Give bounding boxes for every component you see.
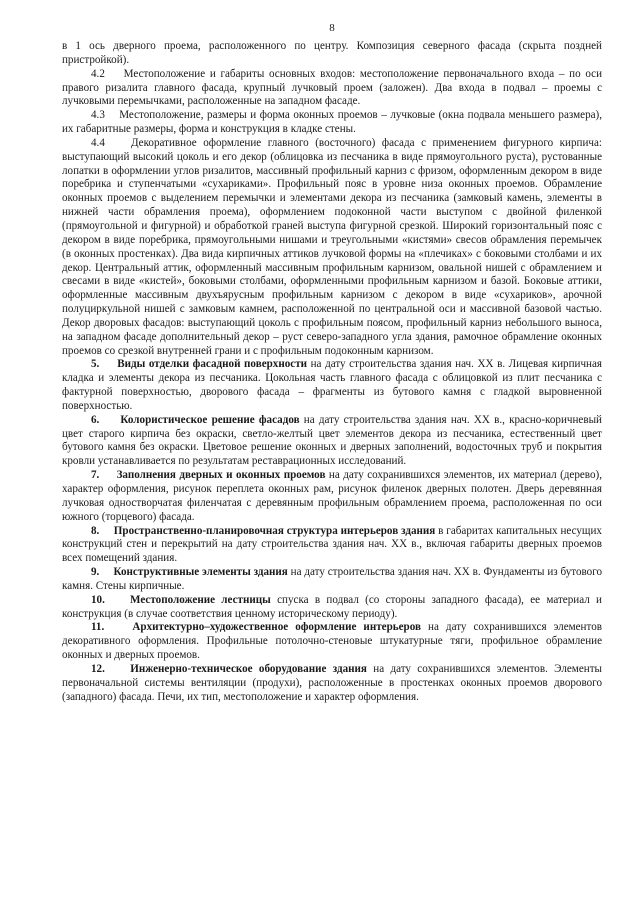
item-text: на дату строительства здания нач. XX в. Фундаменты из бутового камня. Стены кирпичные. (62, 566, 603, 592)
item-heading: Местоположение лестницы (130, 593, 271, 606)
item-text: спуска в подвал (со стороны западного фасада), ее материал и конструкция (в случае соответствия ценному историческому периоду). (62, 593, 602, 620)
paragraph-continuation: в 1 ось дверного проема, расположенного по центру. Композиция северного фасада (скрыта поздней пристройкой). (62, 40, 602, 66)
paragraph-8 (62, 525, 602, 567)
item-number: 11. (91, 621, 105, 634)
item-text: на дату сохранившихся элементов. Элементы первоначальной системы вентиляции (продухи), расположенные в простенках оконных проемов дворового (западного) фасада. Печи, их тип, местоположение и характер оформления. (62, 662, 602, 703)
item-text: Местоположение и габариты основных входов: местоположение первоначального входа – по оси правого ризалита главного фасада, крупный лучковый проем (заложен). Два входа в подвал – проемы с лучковыми перемычками, расположенные на западном фасаде. (62, 67, 603, 108)
item-text: на дату сохранившихся элементов декоративного оформления. Профильные потолочно-стеновые штукатурные тяги, профильное обрамление оконных и дверных проемов. (62, 621, 602, 662)
item-heading: Виды отделки фасадной поверхности (117, 358, 308, 371)
item-text: на дату сохранившихся элементов, их материал (дерево), характер оформления, рисунок переплета оконных рам, рисунок филенок дверных полотен. Дверь деревянная лучковая одностворчатая филенчатая с деревянным профильным обрамлением проема, расположенная по оси южного (торцевого) фасада. (62, 469, 602, 523)
item-text: в габаритах капитальных несущих конструкций стен и перекрытий на дату строительства здания нач. XX в., включая габариты дверных проемов всех помещений здания. (62, 524, 602, 565)
item-text: Местоположение, размеры и форма оконных проемов – лучковые (окна подвала меньшего размера), их габаритные размеры, форма и конструкция в кладке стены. (62, 109, 603, 136)
item-number: 4.3 (91, 109, 105, 122)
item-number: 6. (91, 413, 100, 426)
paragraph-7 (62, 469, 602, 524)
item-number: 5. (91, 358, 100, 371)
item-number: 7. (91, 469, 100, 482)
item-heading: Колористическое решение фасадов (120, 413, 300, 426)
item-text: на дату строительства здания нач. XX в. Лицевая кирпичная кладка и элементы декора из песчаника. Цокольная часть главного фасада с облицовкой из плит песчаника с фактурной поверхностью, дворового фасада – фрагменты из бутового камня с гладкой выровненной поверхностью. (62, 358, 602, 412)
item-number: 4.2 (91, 67, 105, 80)
item-text: Декоративное оформление главного (восточного) фасада с применением фигурного кирпича: выступающий высокий цоколь и его декор (облицовка из песчаника в виде прямоугольного руста), рустованные лопатки в оформлении углов ризалитов, массивный профильный карниз с фризом, оформленным декором в виде поребрика и ступенчатыми «сухариками». Профильный пояс в уровне низа оконных проемов. Обрамление оконных проемов с выделением перемычки и элементами декора из песчаника (замковый камень, элементы в нижней части обрамления проема), оформлением подоконной части выступом с двойной филенкой (прямоугольной и фигурной) и обработкой граней выступа фигурной срезкой. Широкий горизонтальный пояс с декором в виде поребрика, прямоугольными нишами и треугольными «кистями» свесов обрамления перемычек (в оконных простенках). Два вида кирпичных аттиков лучковой формы на «плечиках» с боковыми столбами и их декор. Центральный аттик, оформленный массивным профильным карнизом, овальной нишей с обрамлением и свесами в виде «кистей», боковыми столбами, оформленными профильным карнизом и базой. Боковые аттики, оформленные массивным двухъярусным профильным карнизом с декором в виде «сухариков», арочной полуциркульной нишей с замковым камнем, расположенной по центральной оси и массивной базовой частью. Декор дворовых фасадов: выступающий цоколь с профильным поясом, профильный карниз небольшого выноса, на западном фасаде дополнительный декор – руст северо-западного угла здания, рамочное обрамление оконных проемов со срезкой внутренней грани и с профильным подоконным карнизом. (62, 136, 603, 357)
item-number: 10. (91, 593, 105, 606)
paragraph-4-4 (62, 137, 602, 359)
item-number: 4.4 (91, 136, 105, 149)
item-number: 12. (91, 662, 105, 675)
item-number: 9. (91, 566, 100, 579)
item-heading: Инженерно-техническое оборудование здания (130, 662, 367, 675)
item-heading: Архитектурно–художественное оформление интерьеров (132, 621, 421, 634)
paragraph-6 (62, 414, 602, 469)
paragraph-5 (62, 358, 602, 413)
item-heading: Заполнения дверных и оконных проемов (116, 469, 326, 482)
item-text: на дату строительства здания нач. XX в., красно-коричневый цвет старого кирпича без окраски, светло-желтый цвет элементов декора из песчаника, естественный цвет бутового камня без окраски. Цветовое решение оконных и дверных заполнений, водосточных труб и покрытия кровли устанавливается по результатам реставрационных исследований. (62, 413, 602, 468)
paragraph-10 (62, 594, 602, 622)
item-heading: Конструктивные элементы здания (113, 566, 288, 579)
item-number: 8. (91, 524, 100, 537)
paragraph-4-2 (62, 68, 602, 110)
paragraph-11 (62, 621, 602, 663)
item-heading: Пространственно-планировочная структура интерьеров здания (113, 524, 436, 537)
paragraph-9 (62, 566, 602, 594)
paragraph-12 (62, 663, 602, 705)
document-body (62, 40, 602, 705)
paragraph-4-3 (62, 109, 602, 137)
page-number: 8 (329, 22, 335, 34)
